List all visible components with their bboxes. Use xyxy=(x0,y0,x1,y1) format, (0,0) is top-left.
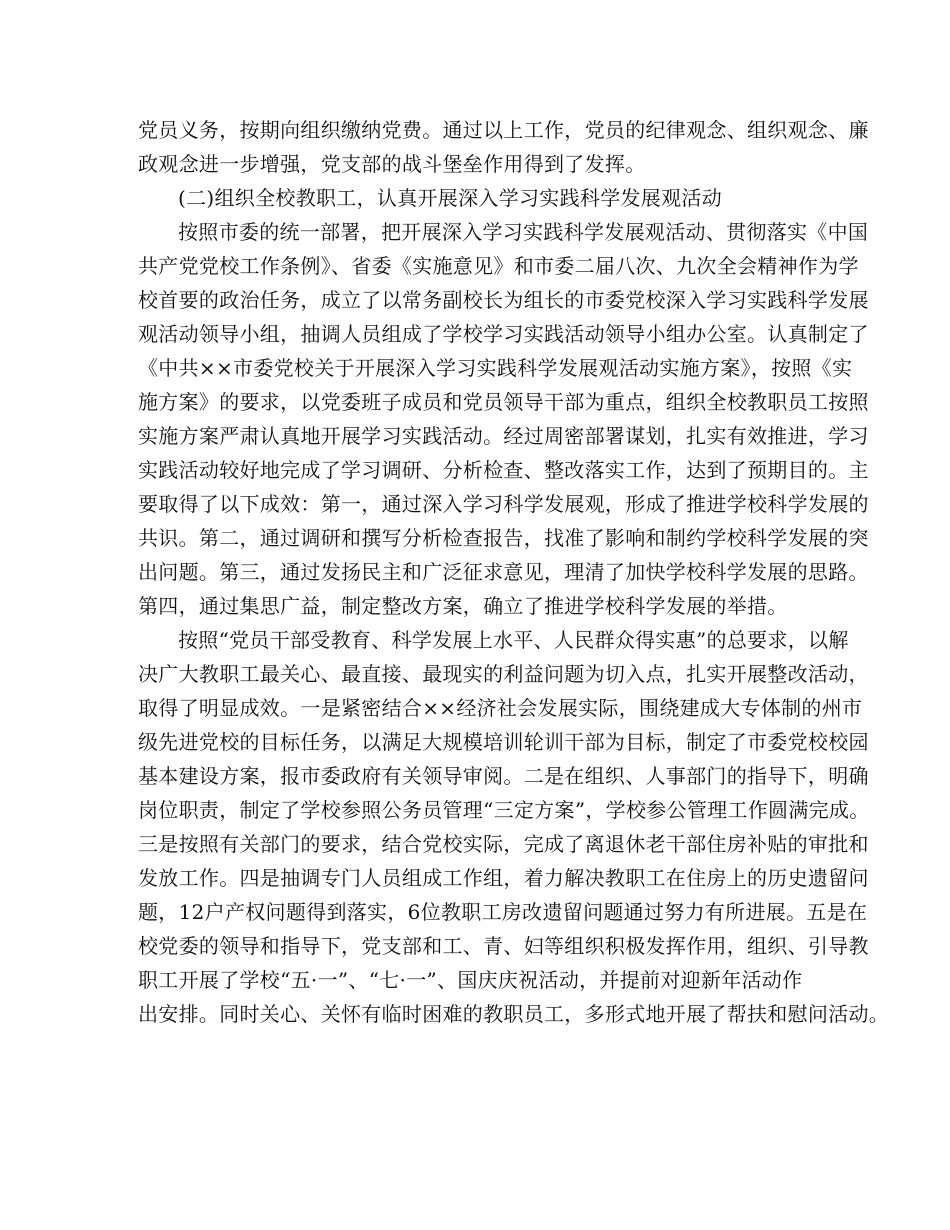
text-line: 出问题。第三，通过发扬民主和广泛征求意见，理清了加快学校科学发展的思路。 xyxy=(138,560,869,584)
text-line: 《中共××市委党校关于开展深入学习实践科学发展观活动实施方案》，按照《实 xyxy=(138,356,853,380)
text-line: 校党委的领导和指导下，党支部和工、青、妇等组织积极发挥作用，组织、引导教 xyxy=(138,934,869,958)
text-line: 校首要的政治任务，成立了以常务副校长为组长的市委党校深入学习实践科学发展 xyxy=(138,288,869,312)
text-line: 基本建设方案，报市委政府有关领导审阅。二是在组织、人事部门的指导下，明确 xyxy=(138,764,869,788)
text-line: 三是按照有关部门的要求，结合党校实际，完成了离退休老干部住房补贴的审批和 xyxy=(138,832,869,856)
text-line: 发放工作。四是抽调专门人员组成工作组，着力解决教职工在住房上的历史遗留问 xyxy=(138,866,869,890)
text-line: 取得了明显成效。一是紧密结合××经济社会发展实际，围绕建成大专体制的州市 xyxy=(138,696,863,720)
document-body xyxy=(138,113,890,1031)
text-line: 题，12户产权问题得到落实，6位教职工房改遗留问题通过努力有所进展。五是在 xyxy=(138,900,868,924)
paragraph-2 xyxy=(138,215,869,623)
text-line: 实施方案严肃认真地开展学习实践活动。经过周密部署谋划，扎实有效推进，学习 xyxy=(138,424,869,448)
text-line: 岗位职责，制定了学校参照公务员管理“三定方案”，学校参公管理工作圆满完成。 xyxy=(138,798,870,822)
text-line: 共产党党校工作条例》、省委《实施意见》和市委二届八次、九次全会精神作为学 xyxy=(138,254,859,278)
text-line: 要取得了以下成效：第一，通过深入学习科学发展观，形成了推进学校科学发展的 xyxy=(138,492,869,516)
section-heading-text: (二)组织全校教职工，认真开展深入学习实践科学发展观活动 xyxy=(178,186,723,210)
text-line: 党员义务，按期向组织缴纳党费。通过以上工作，党员的纪律观念、组织观念、廉 xyxy=(138,118,869,142)
text-line: 第四，通过集思广益，制定整改方案，确立了推进学校科学发展的举措。 xyxy=(138,594,788,618)
text-line: 决广大教职工最关心、最直接、最现实的利益问题为切入点，扎实开展整改活动， xyxy=(138,662,869,686)
text-line: 政观念进一步增强，党支部的战斗堡垒作用得到了发挥。 xyxy=(138,152,646,176)
text-line: 观活动领导小组，抽调人员组成了学校学习实践活动领导小组办公室。认真制定了 xyxy=(138,322,869,346)
text-line: 按照市委的统一部署，把开展深入学习实践科学发展观活动、贯彻落实《中国 xyxy=(178,220,869,244)
text-line: 级先进党校的目标任务，以满足大规模培训轮训干部为目标，制定了市委党校校园 xyxy=(138,730,869,754)
text-line: 按照“党员干部受教育、科学发展上水平、人民群众得实惠”的总要求，以解 xyxy=(178,628,849,652)
section-heading xyxy=(138,181,818,215)
text-line: 出安排。同时关心、关怀有临时困难的教职员工，多形式地开展了帮扶和慰问活动。 xyxy=(138,1002,890,1026)
paragraph-1 xyxy=(138,113,869,181)
text-line: 职工开展了学校“五·一”、“七·一”、国庆庆祝活动，并提前对迎新年活动作 xyxy=(138,968,803,992)
text-line: 施方案》的要求，以党委班子成员和党员领导干部为重点，组织全校教职员工按照 xyxy=(138,390,869,414)
text-line: 共识。第二，通过调研和撰写分析检查报告，找准了影响和制约学校科学发展的突 xyxy=(138,526,869,550)
text-line: 实践活动较好地完成了学习调研、分析检查、整改落实工作，达到了预期目的。主 xyxy=(138,458,869,482)
paragraph-3 xyxy=(138,623,890,1031)
